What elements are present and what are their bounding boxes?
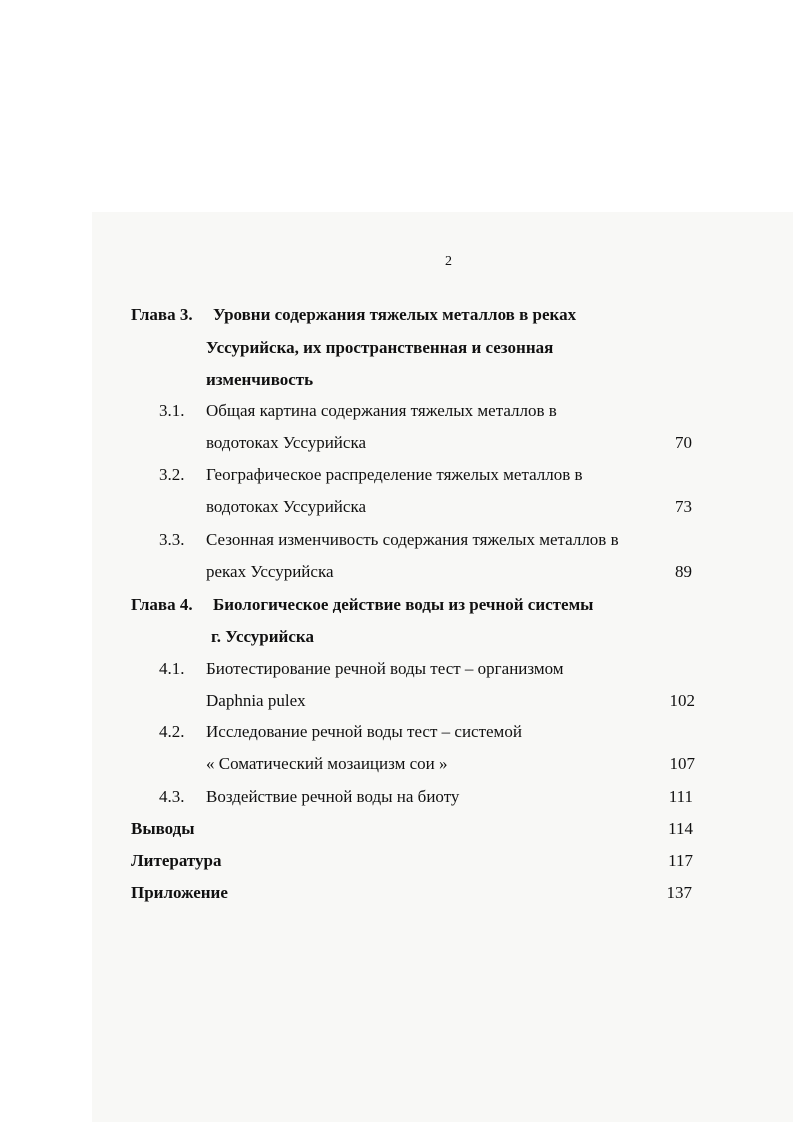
chapter-3-label: Глава 3. xyxy=(131,305,193,324)
literature-title: Литература xyxy=(131,851,222,870)
section-title-line: Сезонная изменчивость содержания тяжелых металлов в xyxy=(206,530,619,549)
appendix-title: Приложение xyxy=(131,883,228,902)
section-title-line: Исследование речной воды тест – системой xyxy=(206,722,522,741)
section-title-line: Биотестирование речной воды тест – организмом xyxy=(206,659,564,678)
conclusions-page: 114 xyxy=(668,819,693,838)
section-number: 3.3. xyxy=(159,530,185,549)
chapter-3-title-line-3: изменчивость xyxy=(206,370,314,389)
section-title-line: водотоках Уссурийска xyxy=(206,497,366,516)
section-page: 102 xyxy=(669,691,695,710)
section-number: 4.3. xyxy=(159,787,185,806)
section-title-line: « Соматический мозаицизм сои » xyxy=(206,754,448,773)
appendix-page: 137 xyxy=(666,883,692,902)
section-number: 3.1. xyxy=(159,401,185,420)
conclusions-title: Выводы xyxy=(131,819,195,838)
chapter-3-title-line-2: Уссурийска, их пространственная и сезонная xyxy=(206,338,554,357)
section-title-line: Общая картина содержания тяжелых металлов в xyxy=(206,401,557,420)
chapter-4-label: Глава 4. xyxy=(131,595,193,614)
section-page: 89 xyxy=(675,562,692,581)
literature-page: 117 xyxy=(668,851,693,870)
section-page: 70 xyxy=(675,433,692,452)
section-title-line: Воздействие речной воды на биоту xyxy=(206,787,460,806)
section-page: 111 xyxy=(668,787,693,806)
chapter-4-title-line-1: Биологическое действие воды из речной системы xyxy=(213,595,594,614)
section-number: 4.2. xyxy=(159,722,185,741)
section-page: 107 xyxy=(669,754,695,773)
section-title-line: Daphnia pulex xyxy=(206,691,306,710)
section-title-line: реках Уссурийска xyxy=(206,562,334,581)
section-title-line: водотоках Уссурийска xyxy=(206,433,366,452)
chapter-4-title-line-2: г. Уссурийска xyxy=(211,627,314,646)
section-number: 4.1. xyxy=(159,659,185,678)
chapter-3-title-line-1: Уровни содержания тяжелых металлов в реках xyxy=(213,305,577,324)
section-number: 3.2. xyxy=(159,465,185,484)
section-page: 73 xyxy=(675,497,692,516)
page-number: 2 xyxy=(445,254,452,269)
section-title-line: Географическое распределение тяжелых металлов в xyxy=(206,465,583,484)
